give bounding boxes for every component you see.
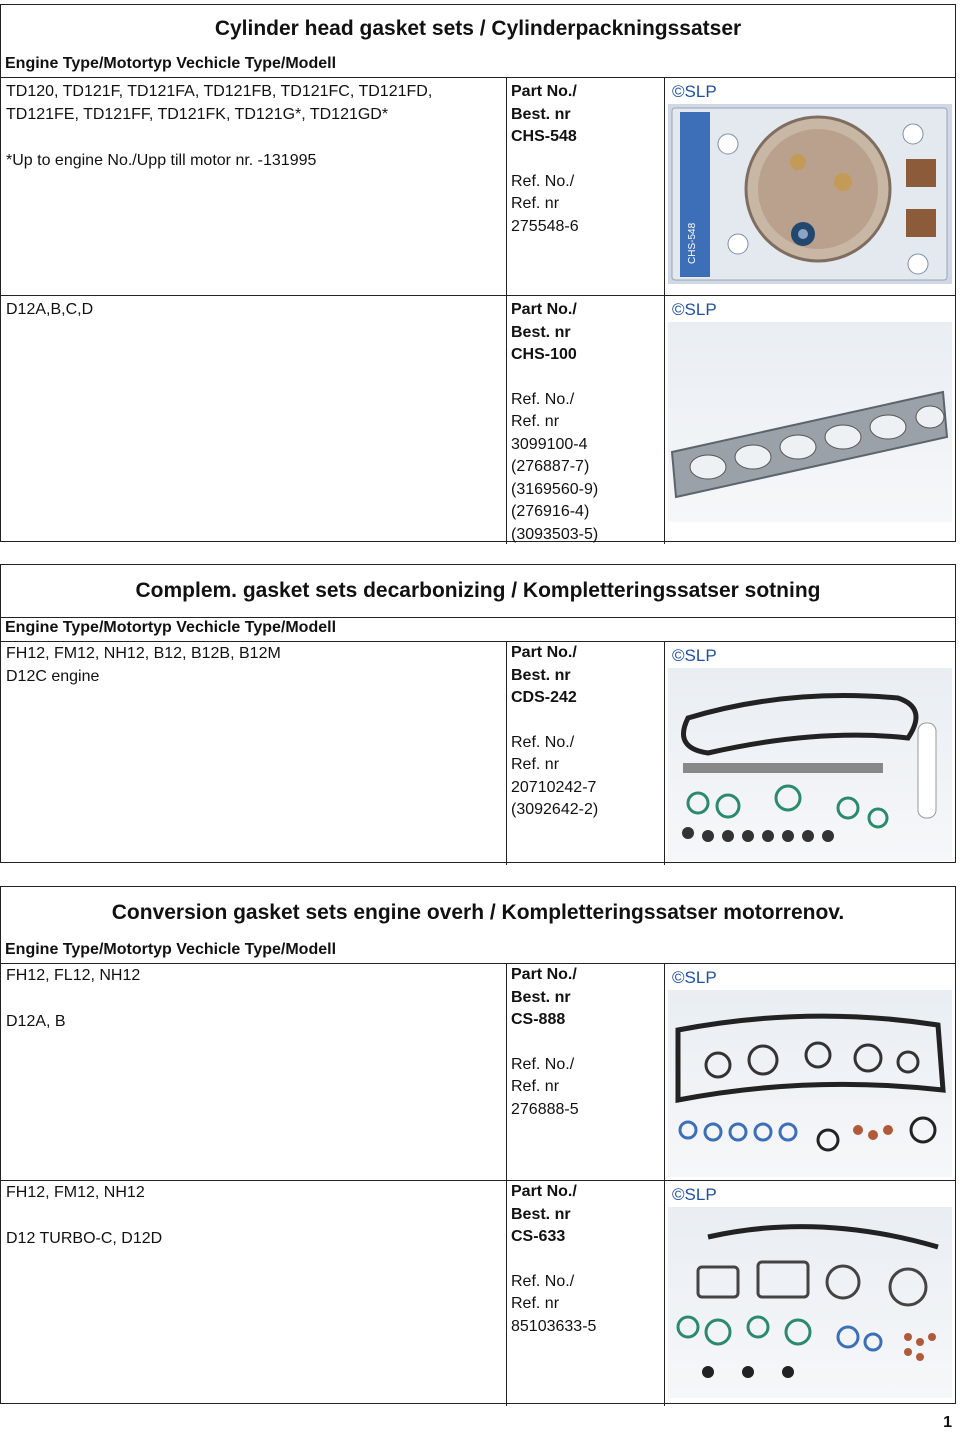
engine-header: Engine Type/Motortyp Vechicle Type/Modell — [5, 55, 337, 72]
engine-header: Engine Type/Motortyp Vechicle Type/Modell — [5, 619, 337, 636]
ref-number: 20710242-7 — [511, 778, 597, 796]
ref-label: Ref. No./ — [511, 172, 575, 190]
product-image — [668, 1185, 952, 1398]
engine-header: Engine Type/Motortyp Vechicle Type/Modell — [5, 941, 337, 958]
slp-copyright: ©SLP — [672, 646, 717, 665]
product-image — [668, 646, 952, 861]
engine-types: TD120, TD121F, TD121FA, TD121FB, TD121FC, TD121FD, TD121FE, TD121FF, TD121FK, TD121G*, TD121GD* *Up to engine No./Upp till motor nr. -131995 — [6, 83, 433, 169]
slp-copyright: ©SLP — [672, 300, 717, 319]
part-number: CS-888 — [511, 1011, 566, 1028]
table-row — [1, 77, 955, 296]
ref-label-sv: Ref. nr — [511, 1295, 560, 1312]
ref-number: 276888-5 — [511, 1100, 579, 1118]
ref-number: (3093503-5) — [511, 525, 599, 543]
engine-types: FH12, FL12, NH12 D12A, B — [6, 967, 141, 1030]
part-label-sv: Best. nr — [511, 323, 571, 341]
section-title: Complem. gasket sets decarbonizing / Kompletteringssatser sotning — [135, 579, 821, 602]
ref-number: 3099100-4 — [511, 435, 588, 453]
slp-copyright: ©SLP — [672, 968, 717, 987]
part-label: Part No./ — [511, 966, 577, 983]
ref-number: 275548-6 — [511, 217, 579, 235]
box-label: CHS-548 — [687, 222, 698, 264]
ref-label: Ref. No./ — [511, 390, 575, 408]
section-decarbonizing — [0, 564, 956, 863]
ref-number: (276916-4) — [511, 503, 590, 520]
gasket-kit-icon — [668, 990, 951, 1175]
part-label: Part No./ — [511, 644, 577, 661]
part-info — [511, 299, 598, 546]
ref-number: (3169560-9) — [511, 480, 599, 498]
slp-copyright: ©SLP — [672, 1185, 717, 1204]
part-number: CDS-242 — [511, 689, 577, 706]
ref-label: Ref. No./ — [511, 1272, 575, 1290]
part-info — [511, 964, 579, 1121]
table-row — [1, 295, 955, 544]
ref-label-sv: Ref. nr — [511, 756, 560, 773]
head-gasket-icon — [668, 322, 951, 518]
table-row — [1, 1180, 955, 1406]
ref-label: Ref. No./ — [511, 1055, 575, 1073]
product-image — [668, 300, 952, 522]
slp-copyright: ©SLP — [672, 82, 717, 101]
engine-types: FH12, FM12, NH12 D12 TURBO-C, D12D — [6, 1184, 163, 1247]
part-number: CHS-100 — [511, 346, 577, 363]
ref-label-sv: Ref. nr — [511, 413, 560, 430]
gasket-kit-icon — [668, 668, 951, 858]
section-cylinder-head — [0, 4, 956, 542]
part-label-sv: Best. nr — [511, 988, 571, 1006]
part-number: CS-633 — [511, 1228, 566, 1245]
ref-number: (3092642-2) — [511, 801, 599, 818]
part-info — [511, 81, 579, 238]
table-row — [1, 963, 955, 1181]
section-title: Cylinder head gasket sets / Cylinderpackningssatser — [214, 17, 742, 40]
ref-number: (276887-7) — [511, 458, 590, 475]
gasket-kit-icon — [668, 1207, 951, 1395]
engine-types: D12A,B,C,D — [6, 301, 94, 318]
header-row — [1, 617, 955, 618]
part-number: CHS-548 — [511, 128, 577, 145]
section-conversion — [0, 886, 956, 1404]
section-title: Conversion gasket sets engine overh / Kompletteringssatser motorrenov. — [111, 901, 845, 924]
part-label-sv: Best. nr — [511, 105, 571, 123]
part-label-sv: Best. nr — [511, 1205, 571, 1223]
engine-types: FH12, FM12, NH12, B12, B12B, B12M D12C engine — [6, 645, 281, 685]
ref-label: Ref. No./ — [511, 733, 575, 751]
part-info — [511, 642, 598, 822]
product-image — [668, 968, 952, 1177]
part-label: Part No./ — [511, 83, 577, 100]
ref-number: 85103633-5 — [511, 1317, 597, 1335]
page-number: 1 — [943, 1414, 952, 1431]
gasket-package-icon — [668, 104, 951, 284]
part-label-sv: Best. nr — [511, 666, 571, 684]
part-label: Part No./ — [511, 1183, 577, 1200]
part-info — [511, 1181, 596, 1338]
ref-label-sv: Ref. nr — [511, 1078, 560, 1095]
ref-label-sv: Ref. nr — [511, 195, 560, 212]
part-label: Part No./ — [511, 301, 577, 318]
table-row — [1, 641, 955, 865]
product-image — [668, 82, 952, 284]
